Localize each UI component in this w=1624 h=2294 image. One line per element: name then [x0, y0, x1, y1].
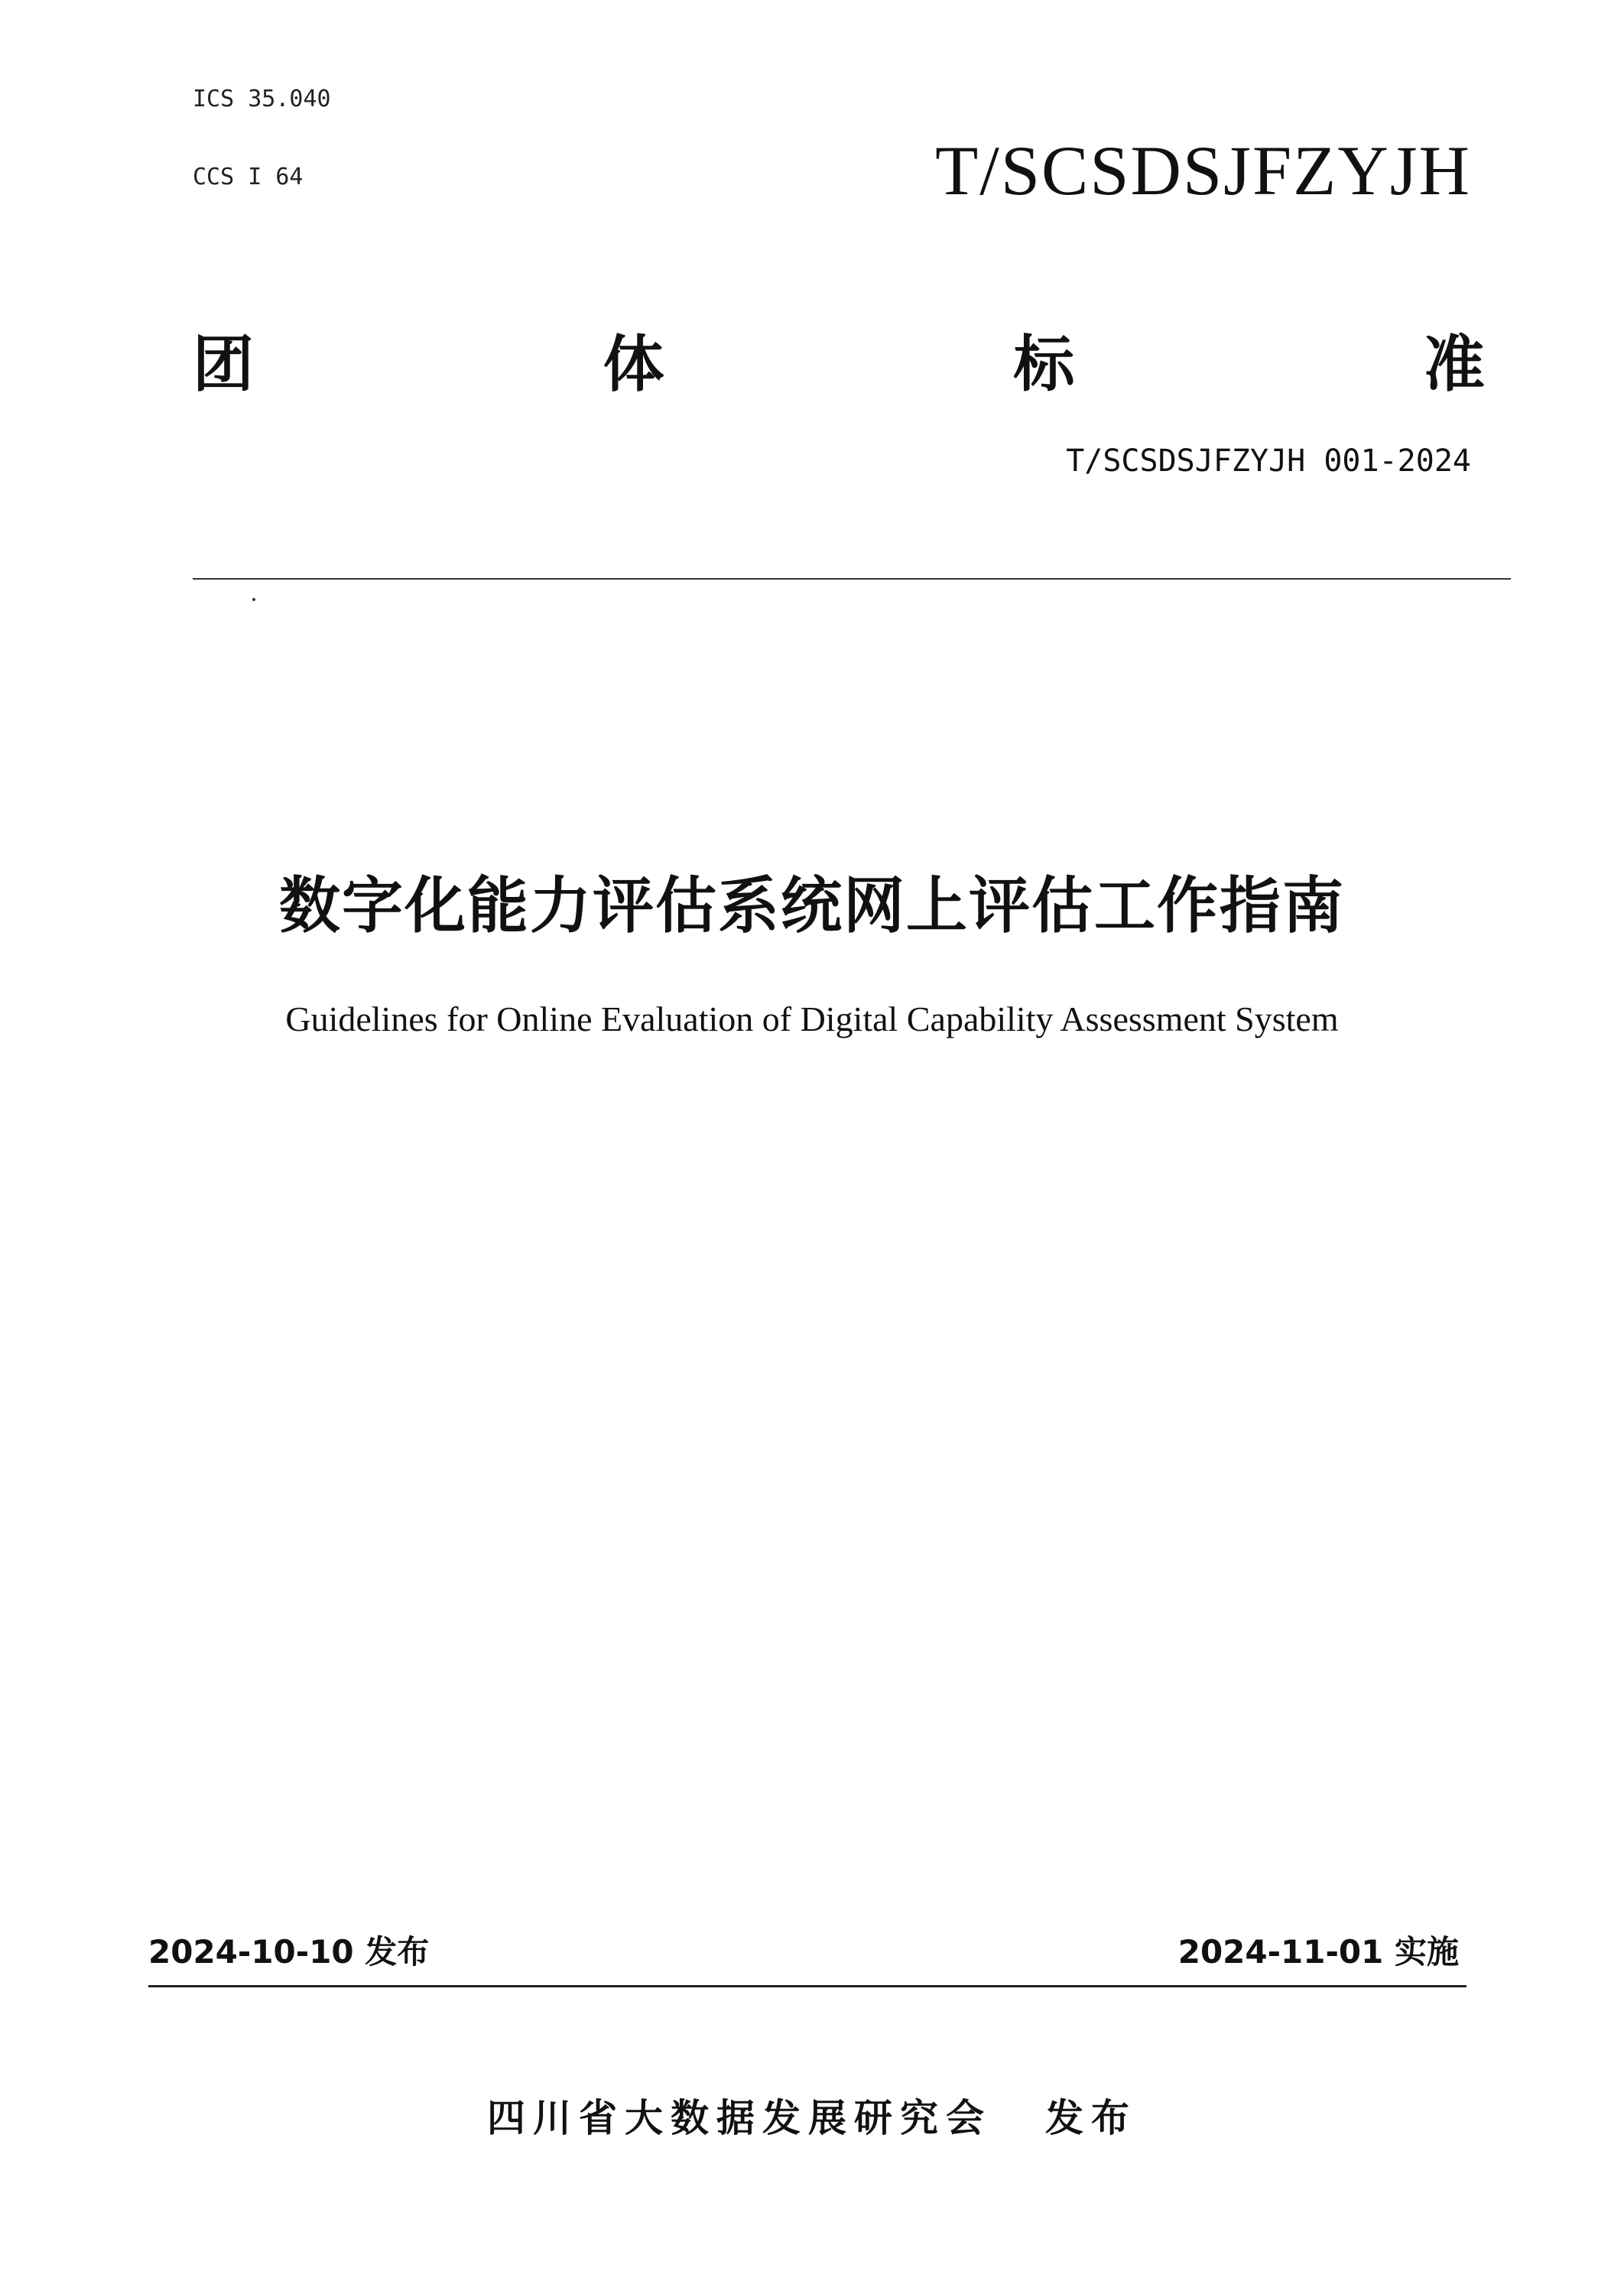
top-divider — [193, 578, 1511, 580]
publisher-org: 四川省大数据发展研究会 — [487, 2096, 992, 2140]
document-title-cn: 数字化能力评估系统网上评估工作指南 — [279, 870, 1345, 941]
standard-type-heading — [193, 315, 1485, 403]
issue-date: 2024-10-10 发布 — [148, 1933, 430, 1971]
ccs-code: CCS I 64 — [193, 164, 304, 190]
standard-type-char: 体 — [603, 329, 664, 400]
ics-code: ICS 35.040 — [193, 86, 331, 112]
publisher-line — [0, 2088, 1624, 2143]
divider-dot — [252, 598, 255, 601]
publisher-action: 发布 — [1045, 2096, 1137, 2140]
bottom-divider — [148, 1985, 1466, 1987]
implementation-date: 2024-11-01 实施 — [1177, 1933, 1459, 1971]
standard-number: T/SCSDSJFZYJH 001-2024 — [1066, 444, 1471, 479]
standard-type-char: 团 — [193, 329, 254, 400]
standard-type-char: 标 — [1013, 329, 1075, 400]
standard-type-char: 准 — [1423, 329, 1485, 400]
standard-code-header: T/SCSDSJFZYJH — [935, 132, 1471, 210]
document-title-en: Guidelines for Online Evaluation of Digital Capability Assessment System — [285, 999, 1339, 1038]
